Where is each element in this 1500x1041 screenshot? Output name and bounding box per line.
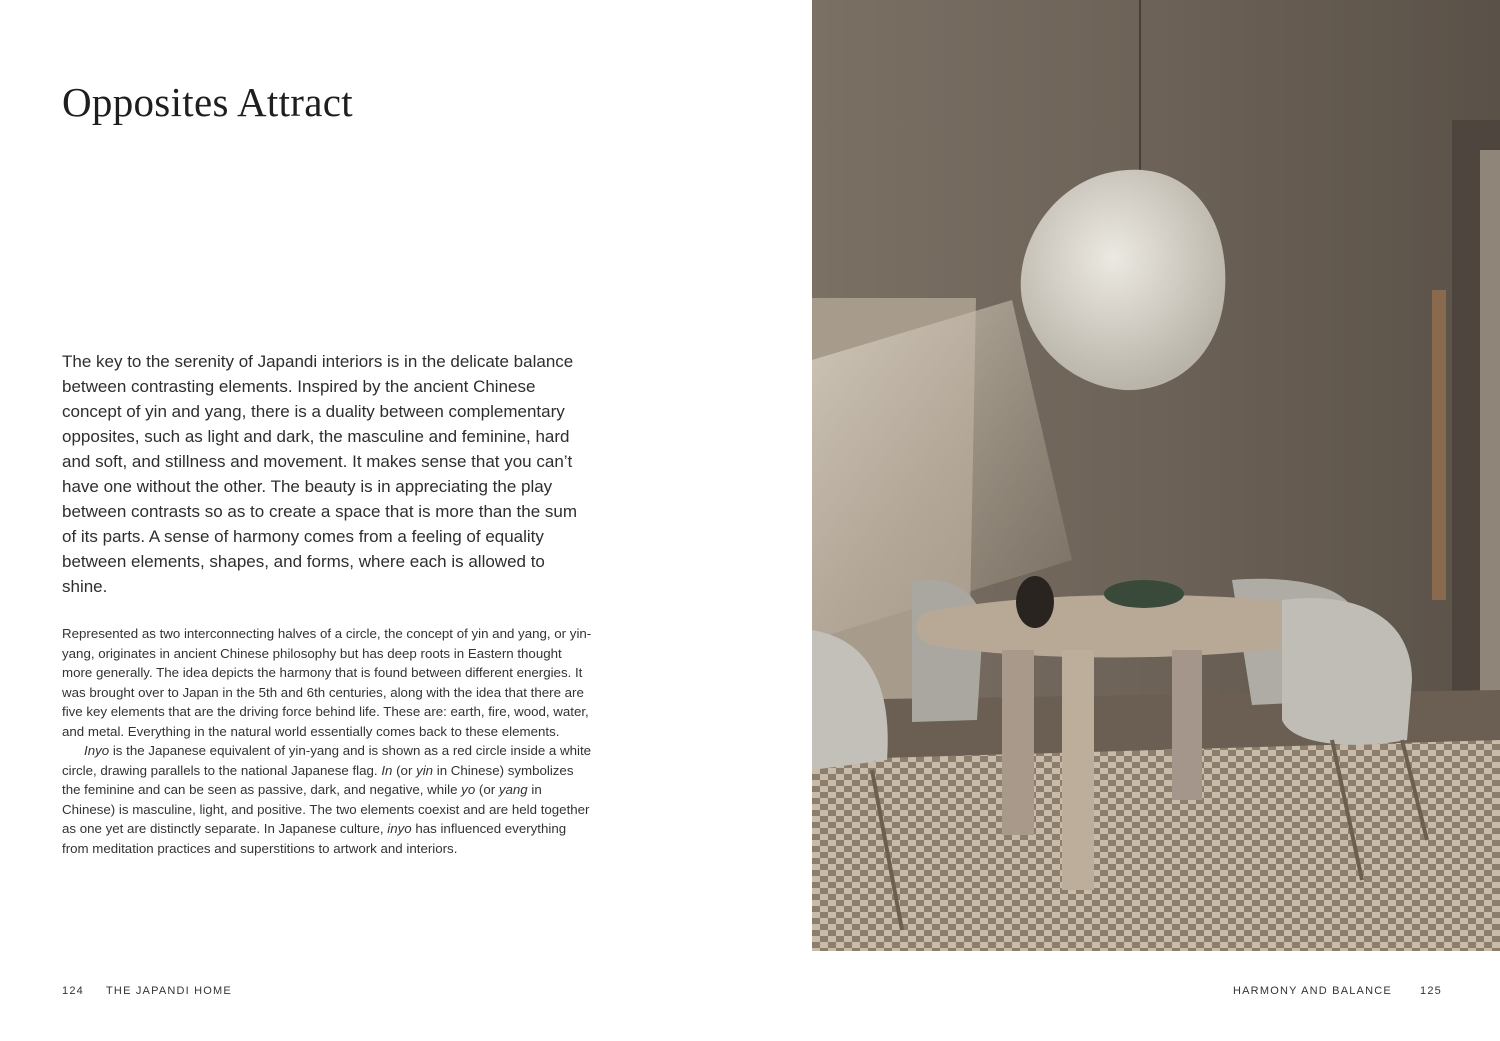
body-text xyxy=(62,624,592,858)
emphasis: inyo xyxy=(387,821,412,836)
dining-room-photo xyxy=(812,0,1500,951)
page-number-left: 124 xyxy=(62,985,84,997)
text-run: in Chinese) symbolizes the feminine and can be seen as passive, dark, and negative, while xyxy=(62,762,574,797)
checkered-rug xyxy=(812,740,1500,951)
emphasis: In xyxy=(381,762,393,778)
emphasis: yin xyxy=(416,762,434,778)
window-light xyxy=(1480,150,1500,750)
emphasis: yang xyxy=(498,782,528,797)
dining-table xyxy=(916,595,1314,658)
emphasis: yo xyxy=(461,782,476,797)
text-run: (or xyxy=(475,782,499,797)
wall-shelf xyxy=(1432,290,1446,600)
lead-paragraph: The key to the serenity of Japandi interiors is in the delicate balance between contrasting elements. Inspired by the ancient Chinese concept of yin and yang, there is a duality between complementary opposites, such as light and dark, the masculine and feminine, hard and soft, and stillness and movement. It makes sense that you can’t have one without the other. The beauty is in appreciating the play between contrasts so as to create a space that is more than the sum of its parts. A sense of harmony comes from a feeling of equality between elements, shapes, and forms, where each is allowed to shine. xyxy=(62,352,577,596)
body-paragraph xyxy=(62,741,592,858)
running-head-right: HARMONY AND BALANCE xyxy=(1233,985,1392,997)
body-paragraph: Represented as two interconnecting halves of a circle, the concept of yin and yang, or yin-yang, originates in ancient Chinese philosophy but has deep roots in Eastern thought more generally. The idea depicts the harmony that is found between different energies. It was brought over to Japan in the 5th and 6th centuries, along with the idea that there are five key elements that are the driving force behind life. These are: earth, fire, wood, water, and metal. Everything in the natural world essentially comes back to these elements. xyxy=(62,626,592,739)
table-leg xyxy=(1172,650,1202,800)
emphasis: Inyo xyxy=(84,743,110,758)
table-leg xyxy=(1062,650,1094,890)
text-run: has influenced everything from meditation practices and superstitions to artwork and interiors. xyxy=(62,821,567,856)
bowl xyxy=(1104,580,1184,608)
page-title: Opposites Attract xyxy=(62,79,353,125)
text-run: is the Japanese equivalent of yin-yang and is shown as a red circle inside a white circle, drawing parallels to the national Japanese flag. xyxy=(62,743,592,778)
photo-illustration xyxy=(812,0,1500,951)
text-run: (or xyxy=(392,762,417,778)
table-leg xyxy=(1002,650,1034,835)
text-run: in Chinese) is masculine, light, and positive. The two elements coexist and are held together as one yet are distinctly separate. In Japanese culture, xyxy=(62,782,590,836)
page-number-right: 125 xyxy=(1420,985,1442,997)
running-head-left: THE JAPANDI HOME xyxy=(106,985,232,997)
vase xyxy=(1016,576,1054,628)
